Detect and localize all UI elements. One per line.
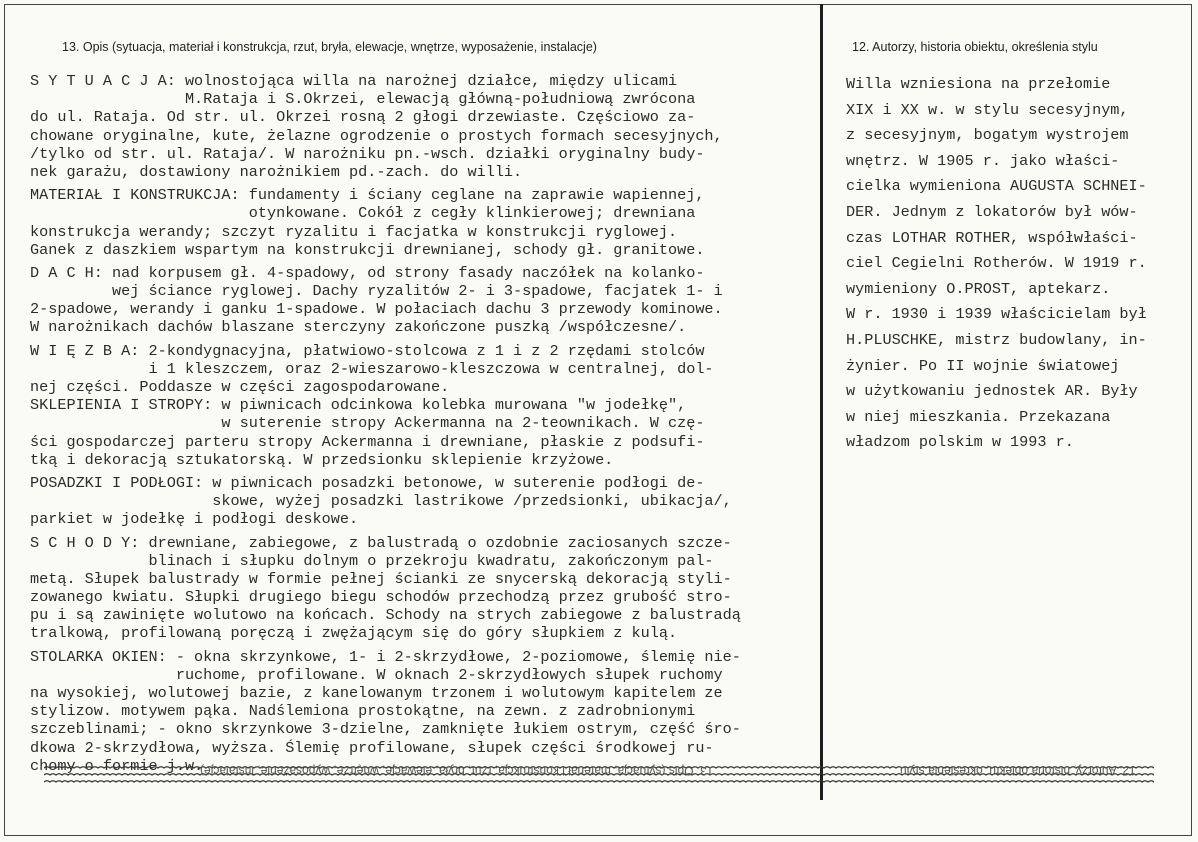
- description-line: otynkowane. Cokół z cegły klinkierowej; drewniana: [30, 204, 696, 223]
- mirrored-header-right: 12. Autorzy, historia obiektu, określenia stylu: [900, 764, 1136, 778]
- description-line: nej części. Poddasze w części zagospodarowane.: [30, 378, 450, 396]
- description-line: konstrukcja werandy; szczyt ryzalitu i facjatka w konstrukcji ryglowej.: [30, 222, 678, 241]
- description-line: POSADZKI I PODŁOGI: w piwnicach posadzki betonowe, w suterenie podłogi de-: [30, 473, 705, 492]
- description-line: S C H O D Y: drewniane, zabiegowe, z balustradą o ozdobnie zaciosanych szcze-: [30, 533, 732, 552]
- history-line: wnętrz. W 1905 r. jako właści-: [846, 151, 1120, 170]
- description-line: blinach i słupku dolnym o przekroju kwadratu, zakończonym pal-: [30, 551, 714, 570]
- description-line: i 1 kleszczem, oraz 2-wieszarowo-kleszczowa w centralnej, dol-: [30, 359, 714, 378]
- description-line: SKLEPIENIA I STROPY: w piwnicach odcinkowa kolebka murowana "w jodełkę",: [30, 396, 687, 415]
- history-text: [846, 72, 1176, 456]
- description-line: nek garażu, dostawiony narożnikiem pd.-zach. do willi.: [30, 162, 523, 181]
- history-line: cielka wymieniona AUGUSTA SCHNEI-: [846, 177, 1147, 196]
- description-line: MATERIAŁ I KONSTRUKCJA: fundamenty i ściany ceglane na zaprawie wapiennej,: [30, 186, 705, 205]
- description-text: [30, 72, 830, 775]
- description-line: szczeblinami; - okno skrzynkowe 3-dzielne, zamknięte łukiem ostrym, część śro-: [30, 720, 741, 739]
- right-column-header: 12. Autorzy, historia obiektu, określenia stylu: [852, 40, 1098, 54]
- description-line: D A C H: nad korpusem gł. 4-spadowy, od strony fasady naczółek na kolanko-: [30, 263, 705, 282]
- history-line: XIX i XX w. w stylu secesyjnym,: [846, 100, 1129, 119]
- history-line: H.PLUSCHKE, mistrz budowlany, in-: [846, 330, 1147, 349]
- description-line: do ul. Rataja. Od str. ul. Okrzei rosną 2 głogi drzewiaste. Częściowo za-: [30, 108, 696, 127]
- history-line: czas LOTHAR ROTHER, współwłaści-: [846, 228, 1138, 247]
- description-line: 2-spadowe, werandy i ganku 1-spadowe. W połaciach dachu 3 przewody kominowe.: [30, 300, 723, 319]
- history-line: ciel Cegielni Rotherów. W 1919 r.: [846, 254, 1147, 273]
- history-line: żynier. Po II wojnie światowej: [846, 356, 1120, 375]
- description-line: parkiet w jodełkę i podłogi deskowe.: [30, 510, 359, 529]
- history-line: DER. Jednym z lokatorów był wów-: [846, 202, 1138, 221]
- history-line: W r. 1930 i 1939 właścicielam był: [846, 305, 1147, 324]
- description-line: na wysokiej, wolutowej bazie, z kanelowanym trzonem i wolutowym kapitelem ze: [30, 684, 723, 702]
- description-line: chowane oryginalne, kute, żelazne ogrodzenie o prostych formach secesyjnych,: [30, 126, 723, 145]
- description-line: M.Rataja i S.Okrzei, elewacją główną-południową zwrócona: [30, 90, 696, 109]
- left-column-header: 13. Opis (sytuacja, materiał i konstrukcja, rzut, bryła, elewacje, wnętrze, wyposażenie, instalacje): [62, 40, 597, 54]
- mirrored-header-left: 13. Opis (sytuacja, materiał i konstrukcja, rzut, bryła, elewacje, wnętrze, wyposażenie, instalacje): [200, 764, 714, 778]
- history-line: w niej mieszkania. Przekazana: [846, 407, 1111, 426]
- description-line: wej ściance ryglowej. Dachy ryzalitów 2- i 3-spadowe, facjatek 1- i: [30, 282, 723, 301]
- description-line: ści gospodarczej parteru stropy Ackermanna i drewniane, płaskie z podsufi-: [30, 432, 705, 451]
- description-line: chomy o formie j.w.: [30, 756, 204, 775]
- history-line: w użytkowaniu jednostek AR. Były: [846, 382, 1138, 401]
- history-line: Willa wzniesiona na przełomie: [846, 75, 1111, 93]
- description-line: dkowa 2-skrzydłowa, wyższa. Ślemię profilowane, słupek części środkowej ru-: [30, 738, 714, 757]
- description-line: Ganek z daszkiem wspartym na konstrukcji drewnianej, schody gł. granitowe.: [30, 240, 705, 259]
- description-line: stylizow. motywem pąka. Nadślemiona prostokątne, na zewn. z zadrobnionymi: [30, 702, 696, 721]
- description-line: tralkową, profilowaną poręczą i zwężającym się do góry słupkiem z kulą.: [30, 624, 678, 643]
- history-line: z secesyjnym, bogatym wystrojem: [846, 126, 1129, 145]
- description-line: metą. Słupek balustrady w formie pełnej ścianki ze snycerską dekoracją styli-: [30, 569, 732, 588]
- description-line: W I Ę Z B A: 2-kondygnacyjna, płatwiowo-stolcowa z 1 i z 2 rzędami stolców: [30, 341, 705, 360]
- history-line: wymieniony O.PROST, aptekarz.: [846, 279, 1111, 298]
- description-line: w suterenie stropy Ackermanna na 2-teownikach. W czę-: [30, 414, 705, 433]
- description-line: /tylko od str. ul. Rataja/. W narożniku pn.-wsch. działki oryginalny budy-: [30, 144, 705, 163]
- description-line: skowe, wyżej posadzki lastrikowe /przedsionki, ubikacja/,: [30, 492, 732, 511]
- history-line: władzom polskim w 1993 r.: [846, 433, 1074, 452]
- description-line: tką i dekoracją sztukatorską. W przedsionku sklepienie krzyżowe.: [30, 450, 614, 469]
- description-line: S Y T U A C J A: wolnostojąca willa na narożnej działce, między ulicami: [30, 72, 678, 90]
- description-line: W narożnikach dachów blaszane sterczyny zakończone puszką /współczesne/.: [30, 318, 687, 337]
- description-line: STOLARKA OKIEN: - okna skrzynkowe, 1- i 2-skrzydłowe, 2-poziomowe, ślemię nie-: [30, 647, 741, 666]
- description-line: zowanego kwiatu. Słupki drugiego biegu schodów przechodzą przez grubość stro-: [30, 588, 732, 607]
- description-line: pu i są zawinięte wolutowo na końcach. Schody na strych zabiegowe z balustradą: [30, 606, 741, 625]
- description-line: ruchome, profilowane. W oknach 2-skrzydłowych słupek ruchomy: [30, 665, 723, 684]
